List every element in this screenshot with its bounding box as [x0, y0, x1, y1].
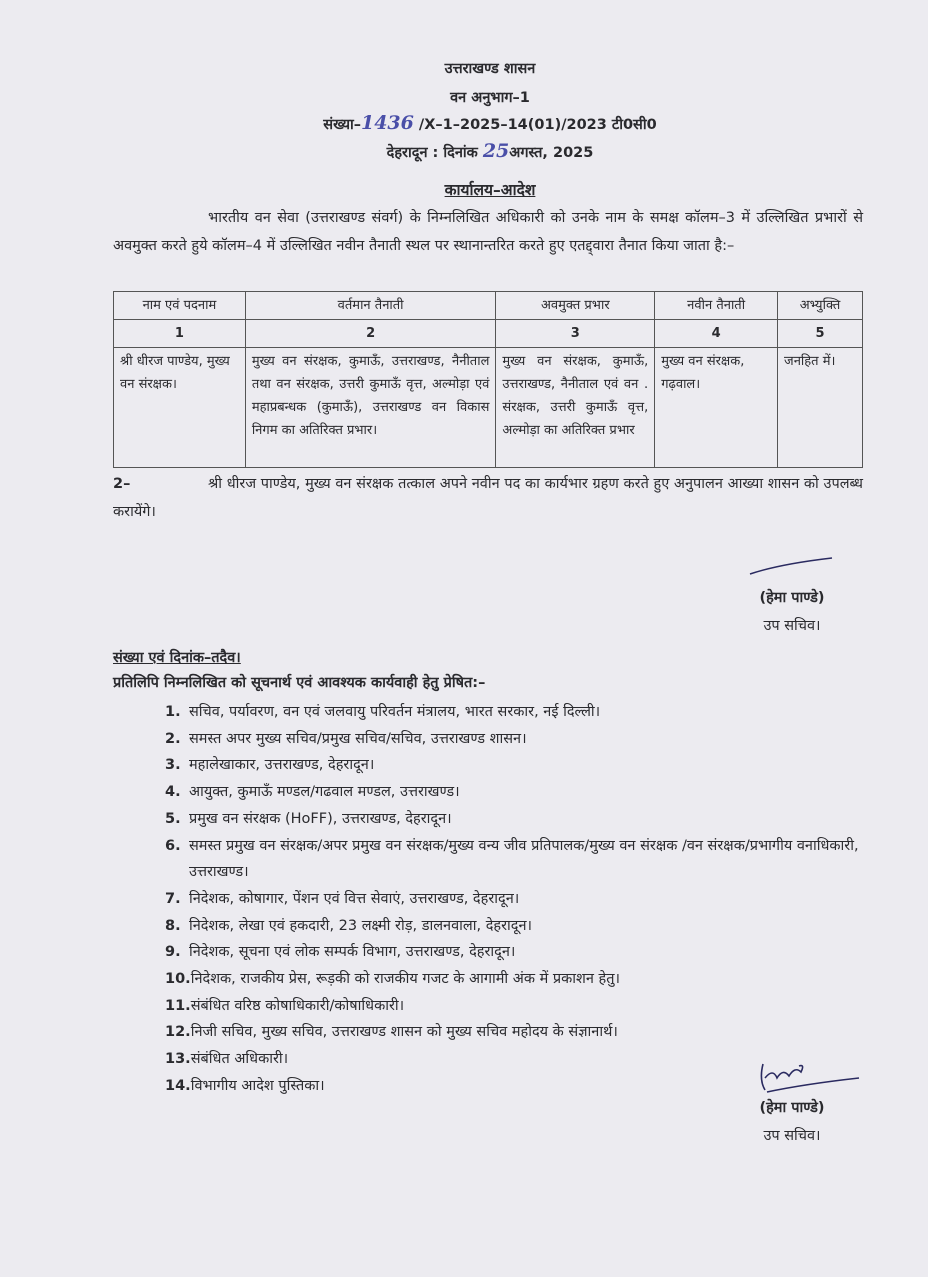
list-item	[165, 779, 870, 806]
column-number: 2	[245, 320, 496, 348]
paragraph-2	[113, 470, 863, 526]
list-item	[165, 939, 870, 966]
table-header: नवीन तैनाती	[655, 292, 778, 320]
paragraph-2-text: श्री धीरज पाण्डेय, मुख्य वन संरक्षक तत्काल अपने नवीन पद का कार्यभार ग्रहण करते हुए अनुपालन आख्या शासन को उपलब्ध करायेंगे।	[113, 476, 863, 520]
signature-mark	[755, 1058, 865, 1098]
list-item-text: सचिव, पर्यावरण, वन एवं जलवायु परिवर्तन मंत्रालय, भारत सरकार, नई दिल्ली।	[189, 704, 601, 720]
intro-paragraph: भारतीय वन सेवा (उत्तराखण्ड संवर्ग) के निम्नलिखित अधिकारी को उनके नाम के समक्ष कॉलम–3 में उल्लिखित प्रभारों से अवमुक्त करते हुये कॉलम–4 में उल्लिखित नवीन तैनाती स्थल पर स्थानान्तरित करते हुए एतद्द्वारा तैनात किया जाता है:–	[113, 210, 863, 254]
list-item-text: निदेशक, राजकीय प्रेस, रूड़की को राजकीय गजट के आगामी अंक में प्रकाशन हेतु।	[190, 971, 620, 988]
government-name: उत्तराखण्ड शासन	[444, 61, 536, 77]
list-item-text: निदेशक, लेखा एवं हकदारी, 23 लक्ष्मी रोड़, डालनवाला, देहरादून।	[189, 917, 533, 934]
table-header: नाम एवं पदनाम	[114, 292, 246, 320]
table-row	[114, 348, 863, 468]
signatory-name: (हेमा पाण्डे)	[759, 590, 825, 606]
handwritten-number: 1436	[360, 112, 414, 134]
signatory-designation: उप सचिव।	[763, 1128, 821, 1144]
list-item-text: निजी सचिव, मुख्य सचिव, उत्तराखण्ड शासन को मुख्य सचिव महोदय के संज्ञानार्थ।	[190, 1024, 618, 1041]
list-item	[165, 752, 870, 779]
handwritten-date: 25	[482, 140, 510, 162]
table-header: अवमुक्त प्रभार	[496, 292, 655, 320]
order-number	[0, 112, 928, 134]
list-item-text: निदेशक, कोषागार, पेंशन एवं वित्त सेवाएं, उत्तराखण्ड, देहरादून।	[189, 890, 520, 907]
list-item	[165, 699, 870, 726]
date-prefix: देहरादून : दिनांक	[386, 145, 483, 161]
column-number: 4	[655, 320, 778, 348]
list-item	[165, 886, 870, 913]
document-title: कार्यालय–आदेश	[444, 181, 536, 199]
list-item-number: 14.	[165, 1077, 191, 1094]
table-header: वर्तमान तैनाती	[245, 292, 496, 320]
list-item-number: 5.	[165, 810, 181, 827]
paragraph-number: 2–	[113, 476, 131, 492]
list-item-text: संबंधित अधिकारी।	[190, 1051, 289, 1068]
signatory-name: (हेमा पाण्डे)	[759, 1100, 825, 1116]
list-item-text: विभागीय आदेश पुस्तिका।	[190, 1077, 325, 1094]
signatory-designation: उप सचिव।	[763, 618, 821, 634]
list-item-number: 9.	[165, 944, 181, 961]
signature-mark	[740, 550, 840, 580]
list-item-number: 13.	[165, 1051, 191, 1068]
column-number: 5	[778, 320, 863, 348]
cell-remarks: जनहित में।	[778, 348, 863, 468]
list-item-number: 11.	[165, 997, 191, 1014]
table-header: अभ्युक्ति	[778, 292, 863, 320]
list-item	[165, 966, 870, 993]
number-prefix: संख्या–	[323, 117, 361, 133]
list-item-text: समस्त प्रमुख वन संरक्षक/अपर प्रमुख वन संरक्षक/मुख्य वन्य जीव प्रतिपालक/मुख्य वन संरक्षक /वन संरक्षक/प्रभागीय वनाधिकारी, उत्तराखण्ड।	[189, 837, 859, 881]
section-name: वन अनुभाग–1	[450, 90, 530, 106]
copy-intro: प्रतिलिपि निम्नलिखित को सूचनार्थ एवं आवश्यक कार्यवाही हेतु प्रेषित:–	[113, 675, 486, 691]
list-item-text: प्रमुख वन संरक्षक (HoFF), उत्तराखण्ड, देहरादून।	[189, 810, 452, 827]
list-item	[165, 993, 870, 1020]
list-item	[165, 806, 870, 833]
list-item	[165, 1019, 870, 1046]
list-item-number: 7.	[165, 890, 181, 907]
cell-name: श्री धीरज पाण्डेय, मुख्य वन संरक्षक।	[114, 348, 246, 468]
list-item-number: 1.	[165, 704, 181, 720]
table-header-row	[114, 292, 863, 320]
table-number-row	[114, 320, 863, 348]
date-suffix: अगस्त, 2025	[509, 145, 594, 161]
transfer-table	[113, 291, 863, 468]
list-item	[165, 726, 870, 753]
list-item-text: आयुक्त, कुमाऊँ मण्डल/गढवाल मण्डल, उत्तराखण्ड।	[189, 784, 460, 801]
list-item-number: 4.	[165, 784, 181, 801]
column-number: 1	[114, 320, 246, 348]
list-item-text: संबंधित वरिष्ठ कोषाधिकारी/कोषाधिकारी।	[190, 997, 405, 1014]
list-item-text: निदेशक, सूचना एवं लोक सम्पर्क विभाग, उत्तराखण्ड, देहरादून।	[189, 944, 516, 961]
copy-reference: संख्या एवं दिनांक–तदैव।	[113, 650, 241, 666]
list-item-number: 12.	[165, 1024, 191, 1041]
list-item-text: महालेखाकार, उत्तराखण्ड, देहरादून।	[189, 757, 375, 774]
cell-new-posting: मुख्य वन संरक्षक, गढ़वाल।	[655, 348, 778, 468]
list-item-number: 6.	[165, 837, 181, 854]
list-item	[165, 833, 870, 886]
order-date	[0, 140, 928, 162]
recipient-list	[165, 699, 870, 1100]
list-item-text: समस्त अपर मुख्य सचिव/प्रमुख सचिव/सचिव, उत्तराखण्ड शासन।	[189, 730, 527, 747]
column-number: 3	[496, 320, 655, 348]
number-suffix: /X–1–2025–14(01)/2023 टी0सी0	[413, 117, 657, 133]
list-item	[165, 913, 870, 940]
list-item-number: 8.	[165, 917, 181, 934]
cell-current-posting: मुख्य वन संरक्षक, कुमाऊँ, उत्तराखण्ड, नैनीताल तथा वन संरक्षक, उत्तरी कुमाऊँ वृत्त, अल्मोड़ा एवं महाप्रबन्धक (कुमाऊँ), उत्तराखण्ड वन विकास निगम का अतिरिक्त प्रभार।	[245, 348, 496, 468]
list-item-number: 2.	[165, 730, 181, 747]
cell-relieved-charge: मुख्य वन संरक्षक, कुमाऊँ, उत्तराखण्ड, नैनीताल एवं वन . संरक्षक, उत्तरी कुमाऊँ वृत्त, अल्मोड़ा का अतिरिक्त प्रभार	[496, 348, 655, 468]
list-item-number: 10.	[165, 971, 191, 988]
list-item-number: 3.	[165, 757, 181, 774]
